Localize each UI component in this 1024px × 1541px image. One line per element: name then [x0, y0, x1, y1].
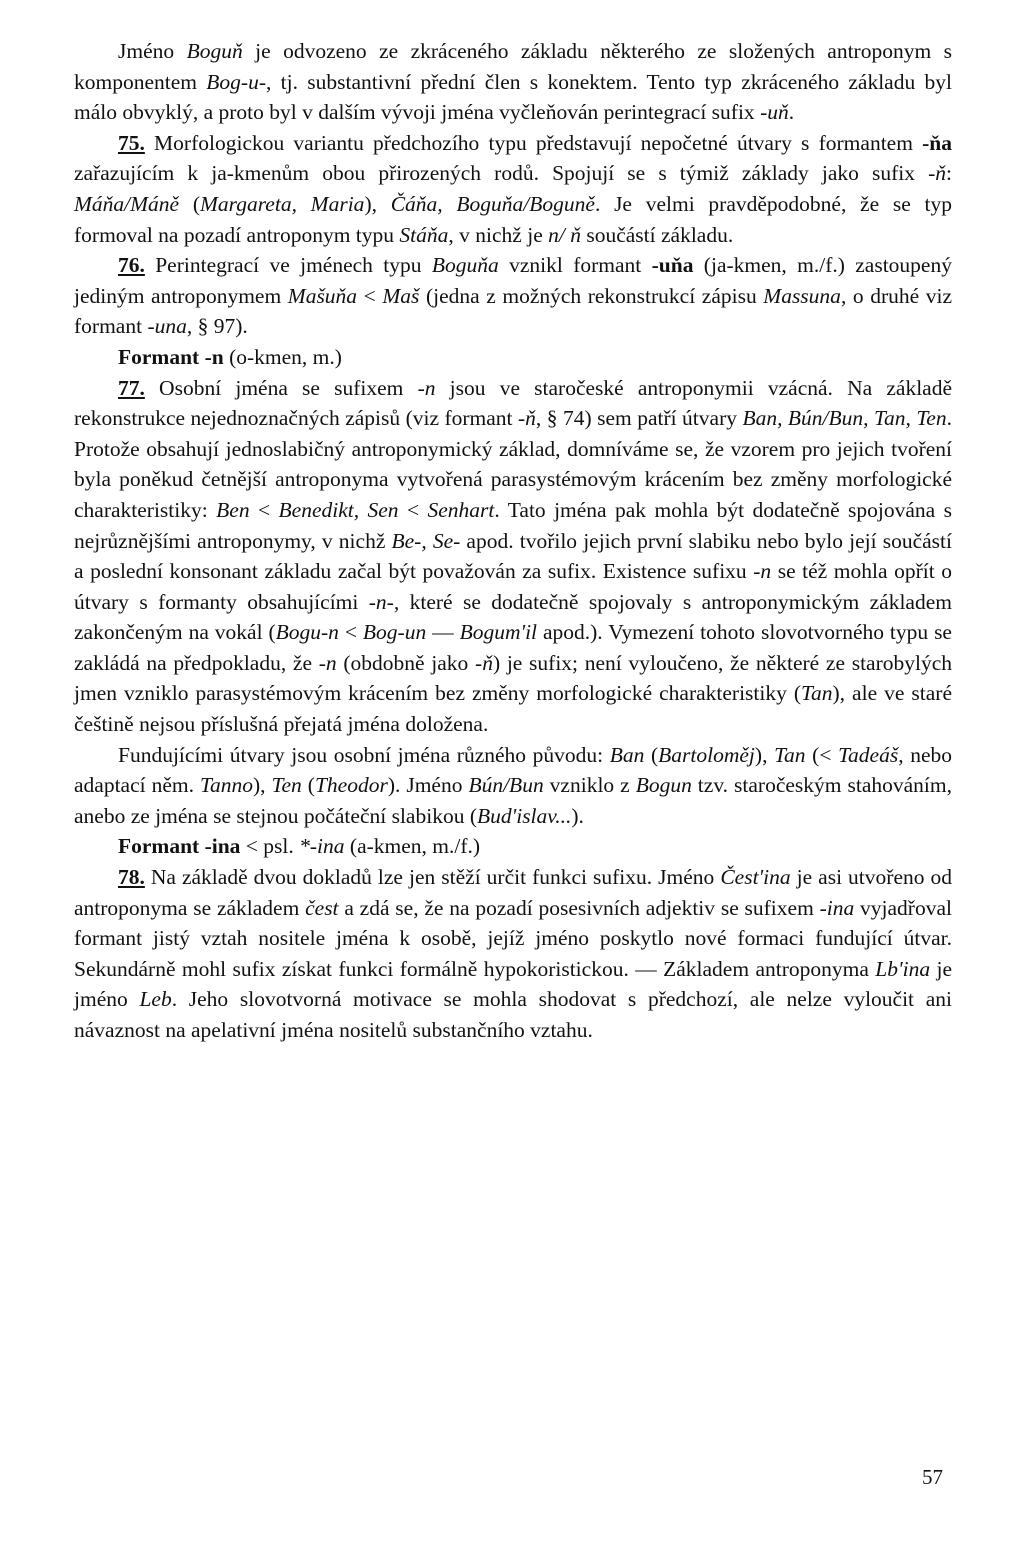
paragraph: [74, 373, 952, 740]
text-run: . Je velmi pravděpodobné, že se typ formoval na pozadí antroponym typu: [74, 191, 952, 247]
italic-term: čest: [305, 895, 339, 920]
italic-term: Bogun: [635, 773, 692, 798]
page-number: 57: [922, 1465, 943, 1489]
text-run: se též mohla opřít o útvary s formanty obsahujícími: [74, 559, 952, 614]
text-run: Osobní jména se sufixem: [144, 375, 418, 400]
text-run: ),: [754, 742, 775, 767]
text-run: (a-kmen, m./f.): [344, 834, 481, 859]
paragraph: [74, 831, 952, 862]
text-run: , § 97).: [186, 314, 248, 339]
italic-term: Lb'ina: [875, 956, 931, 981]
text-run: vzniklo z: [543, 773, 636, 798]
italic-term: Bartoloměj: [658, 742, 755, 767]
text-run: , tj. substantivní přední člen s konektem. Tento typ zkráceného základu byl málo obvyklý, a proto byl v dalším vývoji jména vyčleňován perintegrací sufix: [74, 69, 952, 125]
page-body: [74, 36, 952, 1046]
italic-term: Theodor: [314, 773, 388, 798]
text-run: (obdobně jako: [336, 650, 476, 675]
italic-term: Margareta, Maria: [200, 191, 365, 216]
text-run: je jméno: [74, 956, 952, 1012]
text-run: . Protože obsahují jednoslabičný antroponymický základ, domníváme se, že vzorem pro jejich tvoření byla poněkud četnější antroponyma vytvořená parasystémovým krácením bez změny morfologické charakteristiky:: [74, 406, 952, 522]
italic-term: Leb: [139, 987, 172, 1012]
text-run: zařazujícím k ja-kmenům obou přirozených rodů. Spojují se s týmiž základy jako sufix: [74, 161, 929, 186]
text-run: vyjadřoval formant jistý vztah nositele jména k osobě, jejíž jméno poskytlo nové formaci fundující útvar. Sekundárně mohl sufix získat funkci formálně hypokoristickou. — Základem antroponyma: [74, 895, 952, 981]
italic-term: Benedikt, Sen: [278, 497, 399, 522]
text-run: (ja-kmen, m./f.) zastoupený jediným antroponymem: [74, 253, 952, 308]
text-run: apod. tvořilo jejich první slabiku nebo bylo její součástí a poslední konsonant základu začal být považován za sufix. Existence sufixu: [74, 528, 952, 584]
text-run: —: [426, 620, 460, 645]
text-run: ).: [571, 803, 584, 828]
text-run: jsou ve staročeské antroponymii vzácná. Na základě rekonstrukce nejednoznačných zápisů (viz formant: [74, 375, 952, 431]
text-run: <: [249, 497, 279, 522]
section-number: 77.: [118, 375, 145, 400]
text-run: součástí základu.: [580, 222, 734, 247]
italic-term: Bogu-n: [275, 620, 339, 645]
italic-term: Bog-un: [362, 620, 427, 645]
text-run: ). Jméno: [387, 773, 469, 798]
paragraph: [74, 342, 952, 373]
text-run: Fundujícími útvary jsou osobní jména různého původu:: [118, 742, 610, 767]
text-run: ),: [364, 191, 391, 216]
text-run: ),: [252, 773, 272, 798]
italic-term: -ň: [475, 650, 493, 675]
text-run: apod.). Vymezení tohoto slovotvorného typu se zakládá na předpokladu, že: [74, 620, 952, 675]
italic-term: Stáňa: [399, 222, 449, 247]
italic-term: Boguň: [186, 39, 243, 63]
italic-term: -n: [318, 650, 337, 675]
bold-term: -uňa: [651, 253, 694, 278]
text-run: , nebo adaptací něm.: [74, 742, 952, 798]
italic-term: Bogum'il: [459, 620, 538, 645]
text-run: .: [788, 100, 795, 125]
text-run: Jméno: [118, 39, 187, 63]
text-run: Na základě dvou dokladů lze jen stěží určit funkci sufixu. Jméno: [144, 865, 721, 890]
bold-term: Formant -ina: [118, 834, 241, 859]
italic-term: -ň: [518, 406, 536, 431]
italic-term: -n-: [368, 589, 394, 614]
italic-term: Ben: [216, 497, 250, 522]
text-run: ), ale ve staré češtině nejsou příslušná přejatá jména doložena.: [74, 681, 952, 737]
italic-term: Bún/Bun: [468, 773, 544, 798]
italic-term: Tan: [774, 742, 806, 767]
section-number: 76.: [118, 253, 145, 278]
italic-term: Boguňa: [431, 253, 499, 278]
section-number: 75.: [118, 130, 145, 155]
italic-term: Čáňa, Boguňa/Boguně: [390, 191, 595, 216]
italic-term: Senhart: [427, 497, 495, 522]
italic-term: *-ina: [299, 834, 345, 859]
italic-term: Tan: [801, 681, 833, 706]
text-run: Morfologickou variantu předchozího typu představují nepočetné útvary s formantem: [144, 130, 923, 155]
text-run: , o druhé viz formant: [74, 283, 952, 339]
italic-term: Čest'ina: [720, 865, 791, 890]
text-run: (o-kmen, m.): [223, 344, 342, 369]
italic-term: Maš: [382, 283, 420, 308]
italic-term: Mašuňa: [287, 283, 358, 308]
text-run: (: [301, 773, 315, 798]
italic-term: -uň: [760, 100, 789, 125]
text-run: :: [946, 161, 952, 186]
paragraph: [74, 36, 952, 128]
italic-term: Tanno: [199, 773, 253, 798]
italic-term: Ban: [609, 742, 645, 767]
text-run: <: [357, 283, 383, 308]
text-run: , § 74) sem patří útvary: [535, 406, 743, 431]
text-run: , v nichž je: [448, 222, 549, 247]
italic-term: Bog-u-: [206, 69, 266, 94]
section-number: 78.: [118, 865, 145, 890]
paragraph: [74, 740, 952, 832]
text-run: , které se dodatečně spojovaly s antroponymickým základem zakončeným na vokál (: [74, 589, 952, 645]
paragraph: [74, 862, 952, 1046]
text-run: je odvozeno ze zkráceného základu některého ze složených antroponym s komponentem: [74, 39, 952, 94]
italic-term: Tadeáš: [838, 742, 899, 767]
text-run: . Jeho slovotvorná motivace se mohla shodovat s předchozí, ale nelze vyloučit ani návaznost na apelativní jména nositelů substančního vztahu.: [74, 987, 952, 1042]
bold-term: -ňa: [922, 130, 952, 155]
text-run: a zdá se, že na pozadí posesivních adjektiv se sufixem: [338, 895, 820, 920]
italic-term: -n: [753, 559, 772, 584]
text-run: <: [398, 497, 428, 522]
italic-term: Ten: [271, 773, 302, 798]
paragraph: [74, 250, 952, 342]
text-run: vznikl formant: [498, 253, 652, 278]
italic-term: -una: [147, 314, 187, 339]
italic-term: -ň: [928, 161, 947, 186]
italic-term: Massuna: [763, 283, 841, 308]
text-run: . Tato jména pak mohla být dodatečně spojována s nejrůznějšími antroponymy, v nichž: [74, 497, 952, 553]
text-run: (<: [805, 742, 839, 767]
paragraph: [74, 128, 952, 250]
italic-term: n/ ň: [548, 222, 581, 247]
italic-term: Ban, Bún/Bun, Tan, Ten: [742, 406, 947, 431]
italic-term: -ina: [819, 895, 855, 920]
text-run: (: [179, 191, 200, 216]
text-run: <: [338, 620, 363, 645]
text-run: (jedna z možných rekonstrukcí zápisu: [419, 283, 764, 308]
italic-term: Bud'islav...: [476, 803, 572, 828]
text-run: < psl.: [240, 834, 300, 859]
text-run: tzv. staročeským stahováním, anebo ze jména se stejnou počáteční slabikou (: [74, 773, 952, 828]
text-run: Perintegrací ve jménech typu: [144, 253, 432, 278]
italic-term: -n: [417, 375, 436, 400]
italic-term: Be-, Se-: [391, 528, 461, 553]
text-run: je asi utvořeno od antroponyma se základem: [74, 865, 953, 920]
italic-term: Máňa/Máně: [74, 191, 180, 216]
text-run: (: [644, 742, 659, 767]
bold-term: Formant -n: [118, 344, 224, 369]
text-run: ) je sufix; není vyloučeno, že některé ze starobylých jmen vzniklo parasystémovým krácením bez změny morfologické charakteristiky (: [74, 650, 953, 706]
